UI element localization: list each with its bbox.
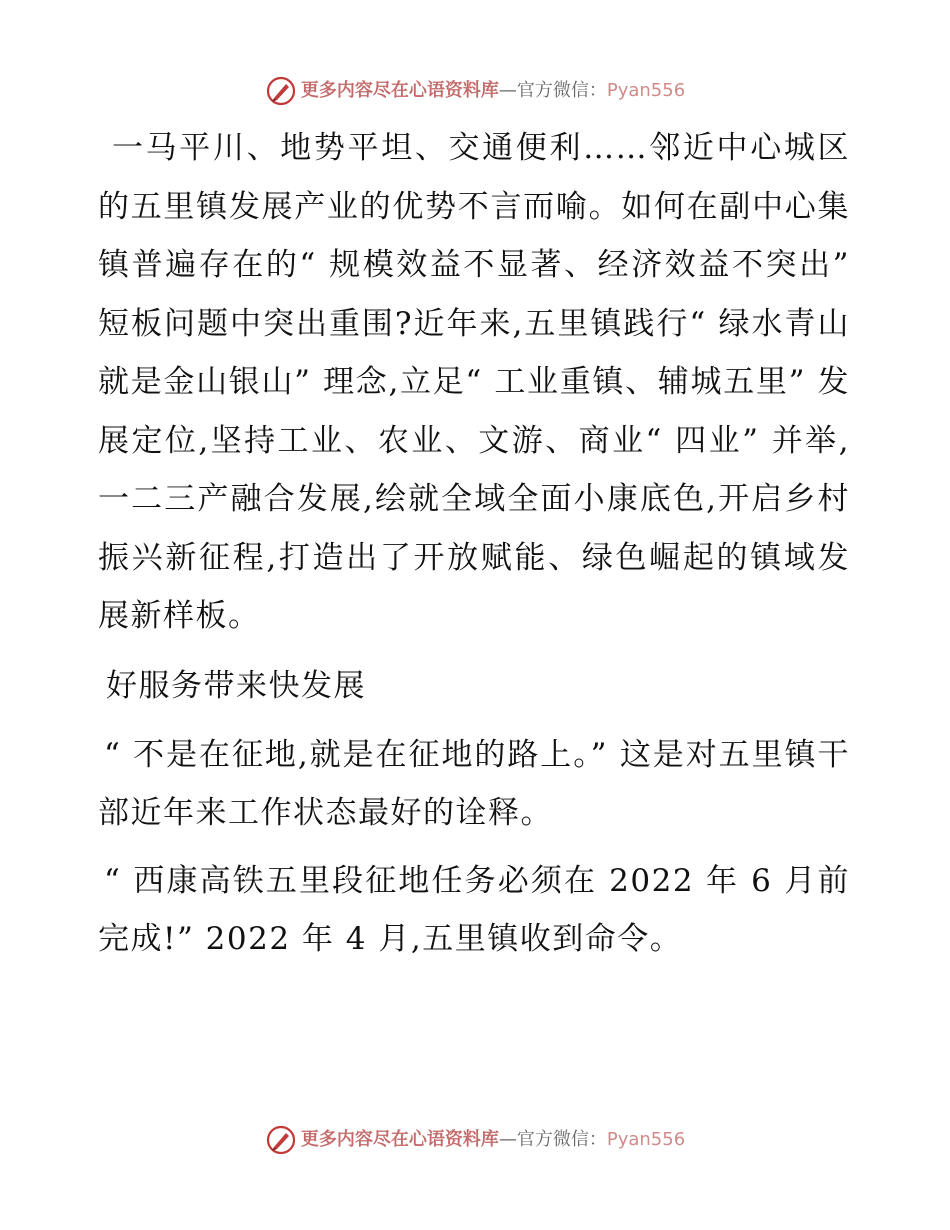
section-heading: 好服务带来快发展 [106, 667, 366, 704]
watermark-separator: — [498, 1129, 517, 1150]
watermark-wechat-id: Pyan556 [606, 80, 686, 101]
document-body [98, 119, 850, 969]
watermark-separator: — [498, 80, 517, 101]
intro-paragraph: 一马平川、地势平坦、交通便利……邻近中心城区的五里镇发展产业的优势不言而喻。如何在副中心集镇普遍存在的“ 规模效益不显著、经济效益不突出” 短板问题中突出重围?近年来,五里镇践行“ 绿水青山就是金山银山” 理念,立足“ 工业重镇、辅城五里” 发展定位,坚持工业、农业、文游、商业“ 四业” 并举,一二三产融合发展,绘就全域全面小康底色,开启乡村振兴新征程,打造出了开放赋能、绿色崛起的镇域发展新样板。 [98, 130, 850, 634]
body-paragraph: “ 不是在征地,就是在征地的路上。” 这是对五里镇干部近年来工作状态最好的诠释。 [98, 736, 850, 831]
quill-pen-logo-icon [265, 75, 297, 107]
footer-watermark [0, 1120, 950, 1160]
watermark-brand: 更多内容尽在心语资料库 [300, 80, 499, 101]
body-paragraph: “ 西康高铁五里段征地任务必须在 2022 年 6 月前完成!” 2022 年 4 月,五里镇收到命令。 [98, 862, 850, 957]
watermark-wechat-id: Pyan556 [606, 1129, 686, 1150]
watermark-wechat-label: 官方微信： [516, 1129, 607, 1150]
header-watermark [0, 71, 950, 111]
watermark-brand: 更多内容尽在心语资料库 [300, 1129, 499, 1150]
quill-pen-logo-icon [265, 1124, 297, 1156]
watermark-wechat-label: 官方微信： [516, 80, 607, 101]
